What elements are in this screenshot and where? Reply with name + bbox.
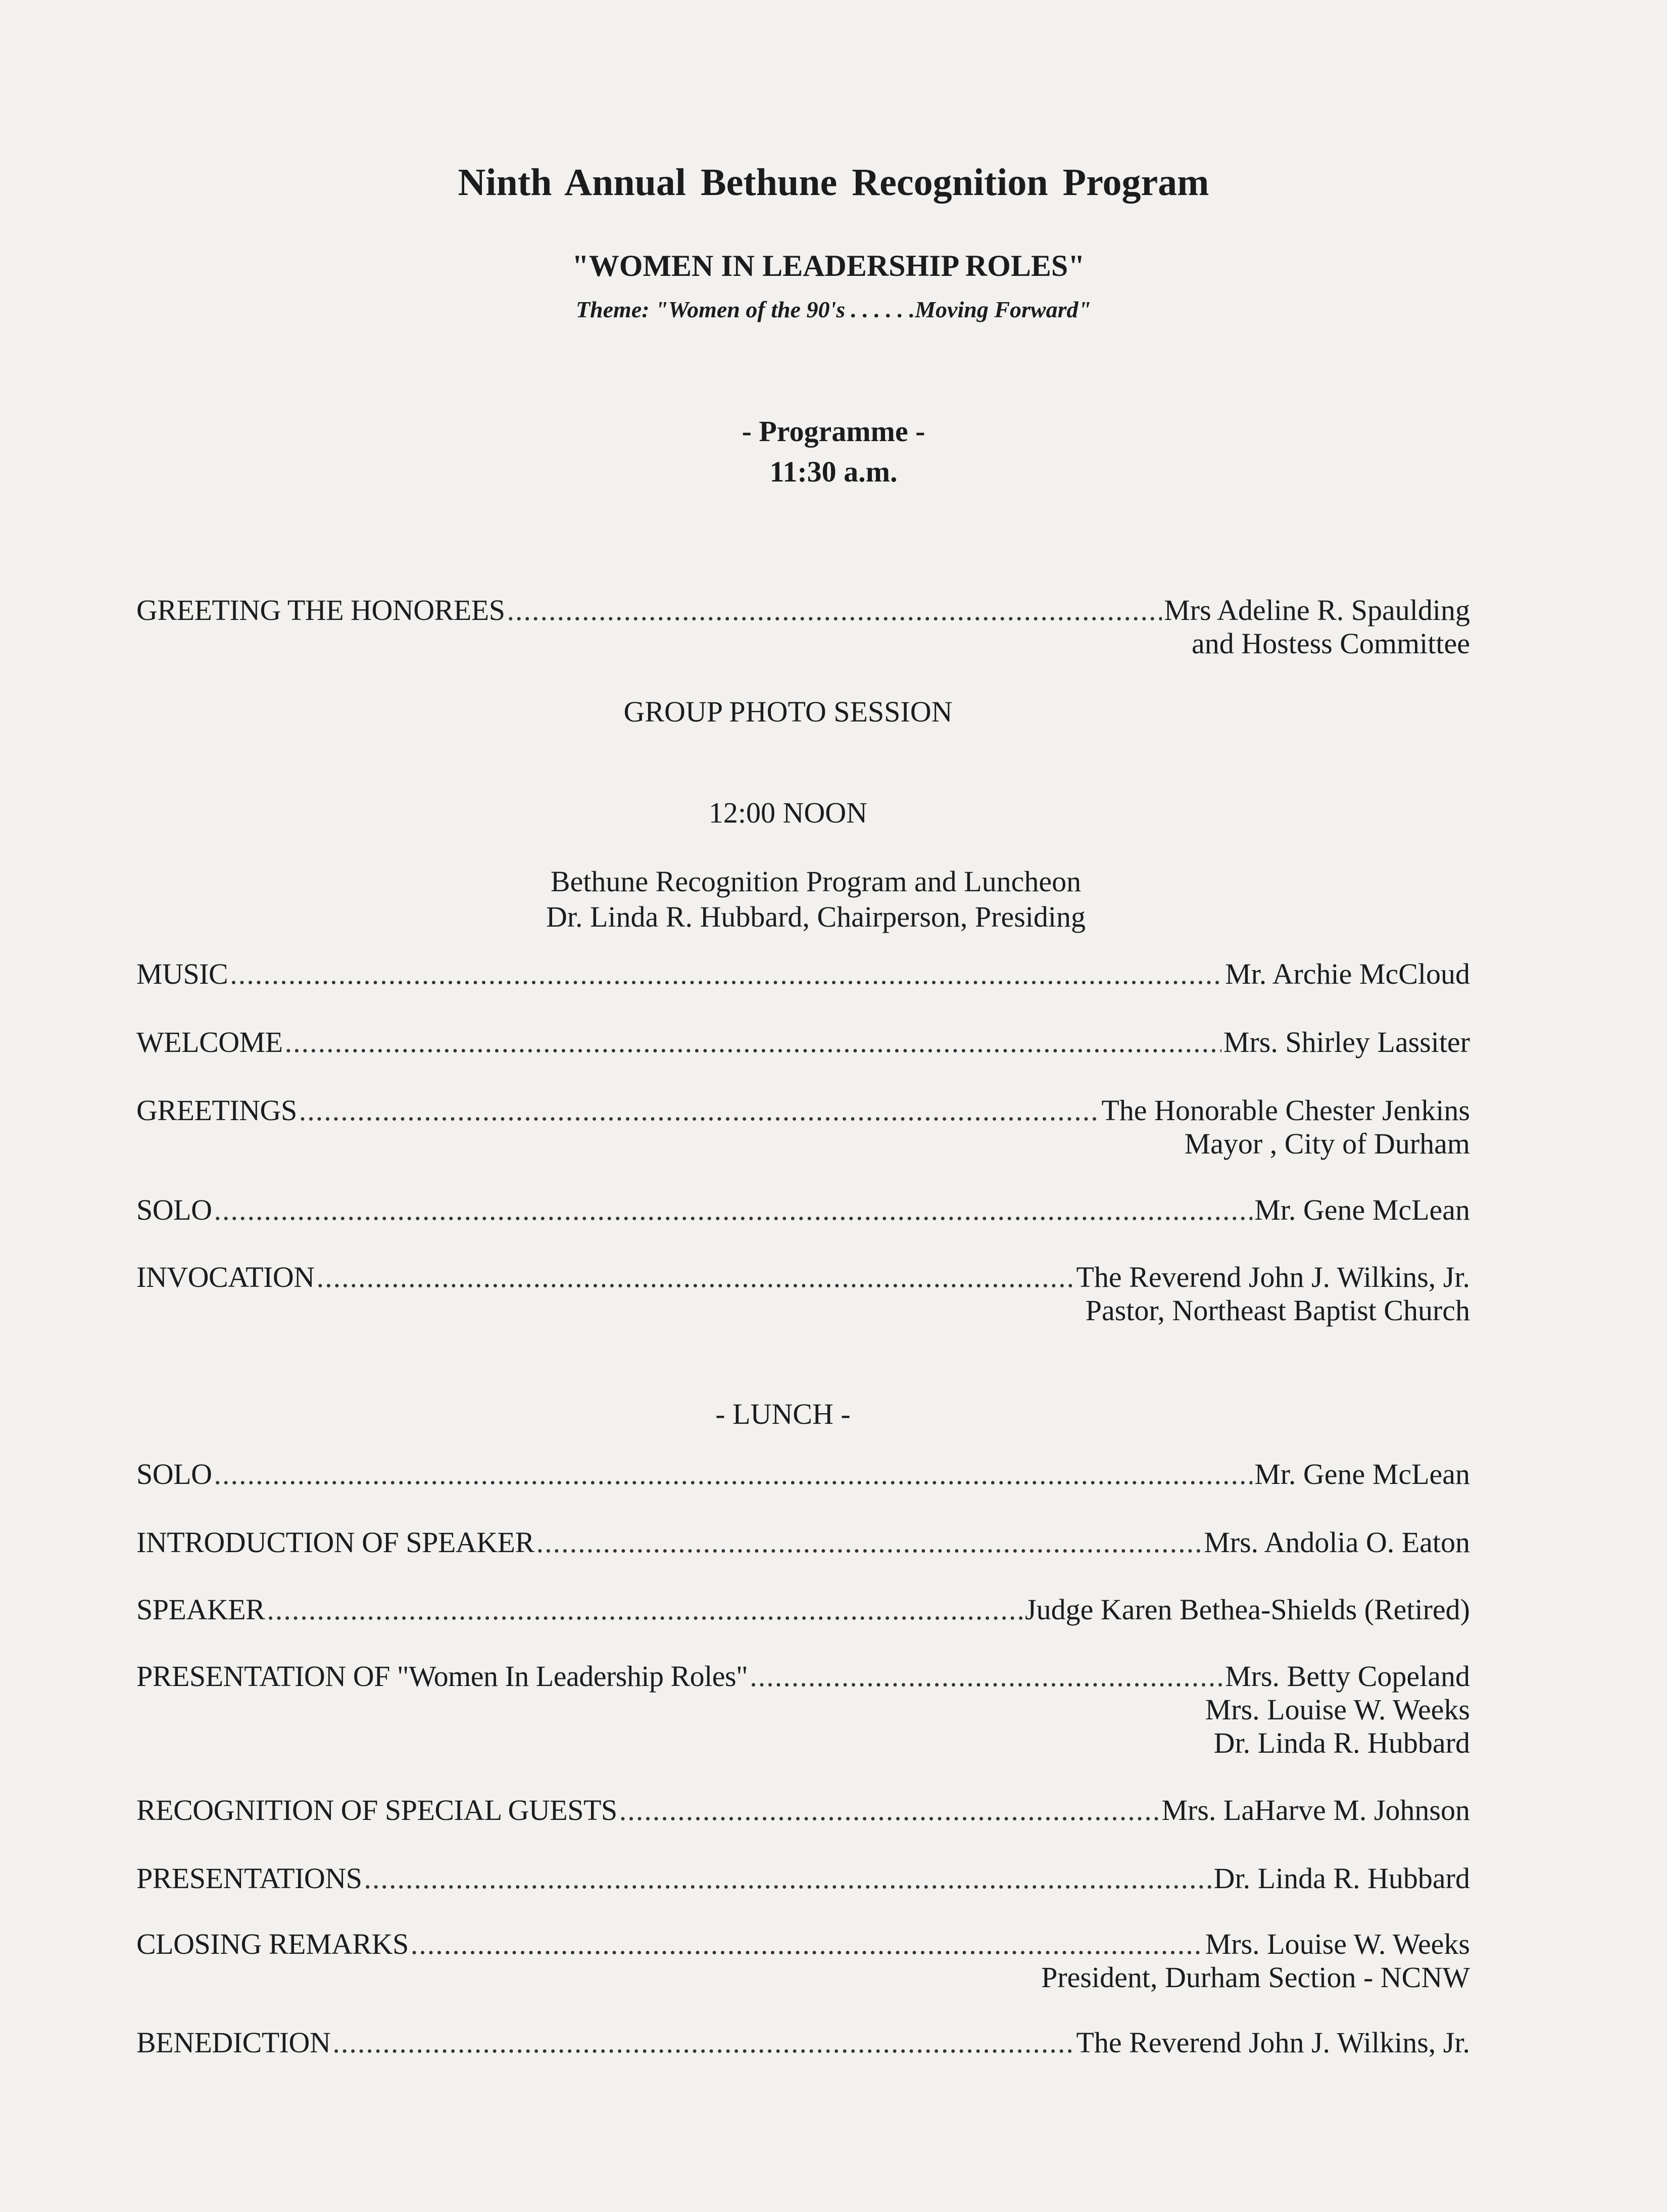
luncheon-heading (0, 864, 1649, 935)
lunch-heading: - LUNCH - (715, 1398, 851, 1430)
program-row-presentations (136, 1862, 1470, 1895)
program-item-label: SOLO (136, 1458, 212, 1490)
program-participant-detail: Pastor, Northeast Baptist Church (1085, 1294, 1470, 1327)
program-row-greeting (136, 594, 1470, 660)
program-row-music (136, 957, 1470, 991)
program-participant: Dr. Linda R. Hubbard (1213, 1862, 1470, 1895)
dot-leader (619, 1794, 1160, 1827)
dot-leader (285, 1026, 1221, 1059)
program-participant-detail: Dr. Linda R. Hubbard (1213, 1726, 1470, 1759)
program-item-label: INVOCATION (136, 1261, 315, 1293)
luncheon-title: Bethune Recognition Program and Luncheon (550, 865, 1082, 898)
program-participant: Mr. Gene McLean (1254, 1458, 1470, 1490)
program-item-label: BENEDICTION (136, 2026, 331, 2059)
dot-leader (317, 1261, 1074, 1294)
dot-leader (214, 1193, 1252, 1227)
program-item-label: MUSIC (136, 957, 228, 990)
program-row-greetings (136, 1094, 1470, 1161)
noon-heading: 12:00 NOON (708, 796, 868, 829)
program-participant: Mrs. Betty Copeland (1225, 1660, 1470, 1693)
program-row-welcome (136, 1026, 1470, 1059)
program-row-invocation (136, 1261, 1470, 1327)
program-row-closing (136, 1928, 1470, 1994)
program-participant: The Reverend John J. Wilkins, Jr. (1076, 2026, 1470, 2059)
program-item-label: GREETING THE HONOREES (136, 594, 505, 627)
program-participant: Mr. Archie McCloud (1225, 957, 1470, 990)
theme-line: Theme: "Women of the 90's . . . . . .Moving Forward" (575, 297, 1092, 322)
dot-leader (267, 1593, 1023, 1626)
program-item-label: PRESENTATIONS (136, 1862, 362, 1895)
dot-leader (299, 1094, 1100, 1127)
dot-leader (214, 1458, 1252, 1491)
program-row-presentation (136, 1660, 1470, 1760)
program-row-benediction (136, 2026, 1470, 2059)
group-photo-heading: GROUP PHOTO SESSION (623, 695, 953, 728)
program-participant: Mrs. Andolia O. Eaton (1204, 1526, 1470, 1559)
dot-leader (230, 957, 1223, 991)
dot-leader (332, 2026, 1074, 2059)
start-time: 11:30 a.m. (769, 455, 898, 488)
program-participant: The Honorable Chester Jenkins (1101, 1094, 1470, 1127)
page-subtitle: "WOMEN IN LEADERSHIP ROLES" (572, 249, 1085, 282)
program-participant: Mrs Adeline R. Spaulding (1164, 594, 1470, 627)
program-participant: Mrs. LaHarve M. Johnson (1161, 1794, 1470, 1826)
dot-leader (750, 1660, 1223, 1693)
program-item-label: INTRODUCTION OF SPEAKER (136, 1526, 534, 1559)
program-participant-detail: President, Durham Section - NCNW (1041, 1961, 1470, 1994)
dot-leader (507, 594, 1162, 627)
program-item-label: SOLO (136, 1193, 212, 1226)
dot-leader (364, 1862, 1211, 1895)
program-participant-detail: Mayor , City of Durham (1184, 1127, 1470, 1160)
program-participant: Mr. Gene McLean (1254, 1193, 1470, 1226)
dot-leader (536, 1526, 1202, 1559)
program-row-recognition (136, 1794, 1470, 1827)
program-item-label: WELCOME (136, 1026, 283, 1059)
program-item-label: PRESENTATION OF "Women In Leadership Roles" (136, 1660, 748, 1693)
program-item-label: SPEAKER (136, 1593, 265, 1626)
programme-heading: - Programme - (742, 415, 925, 448)
luncheon-presiding: Dr. Linda R. Hubbard, Chairperson, Presiding (546, 900, 1086, 933)
program-participant-detail: and Hostess Committee (1192, 627, 1470, 660)
program-item-label: GREETINGS (136, 1094, 297, 1127)
program-item-label: RECOGNITION OF SPECIAL GUESTS (136, 1794, 617, 1826)
page-title: Ninth Annual Bethune Recognition Program (458, 161, 1209, 204)
program-item-label: CLOSING REMARKS (136, 1928, 409, 1960)
program-participant: Mrs. Shirley Lassiter (1223, 1026, 1470, 1059)
dot-leader (411, 1928, 1203, 1961)
program-row-solo (136, 1193, 1470, 1227)
program-participant: Mrs. Louise W. Weeks (1205, 1928, 1470, 1960)
program-row-speaker (136, 1593, 1470, 1626)
program-participant-detail: Mrs. Louise W. Weeks (1205, 1693, 1470, 1726)
program-row-solo-2 (136, 1458, 1470, 1491)
program-participant: The Reverend John J. Wilkins, Jr. (1076, 1261, 1470, 1293)
program-row-introduction (136, 1526, 1470, 1559)
program-participant: Judge Karen Bethea-Shields (Retired) (1025, 1593, 1470, 1626)
